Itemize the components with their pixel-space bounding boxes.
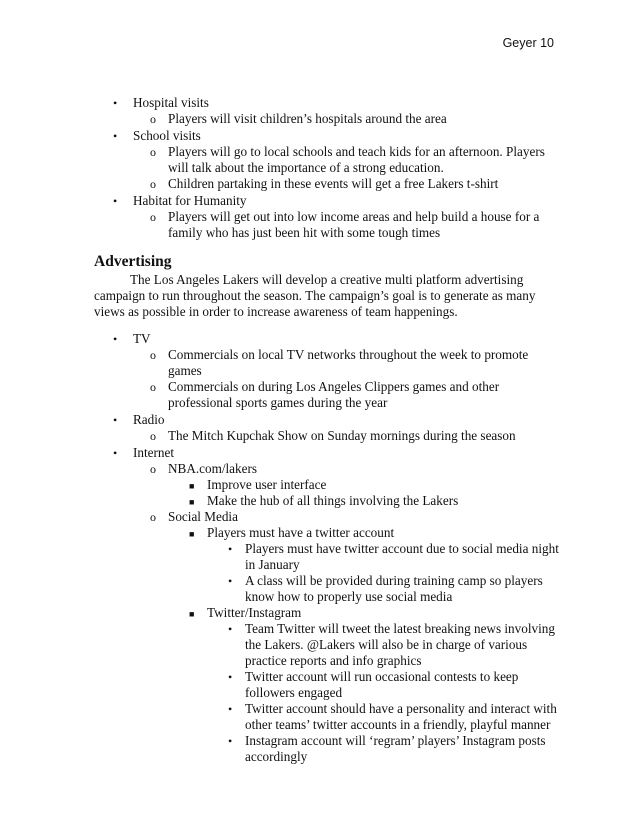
- bullet: ■: [189, 497, 195, 507]
- bullet: o: [150, 510, 156, 524]
- list-item: family who has just been hit with some tough times: [168, 225, 441, 240]
- bullet: ■: [189, 529, 195, 539]
- list-item: Twitter account will run occasional contests to keep: [245, 669, 519, 684]
- list-item: Radio: [133, 412, 165, 427]
- list-item: games: [168, 363, 202, 378]
- list-item: School visits: [133, 128, 201, 143]
- list-item: Players will visit children’s hospitals around the area: [168, 111, 447, 126]
- bullet: o: [150, 177, 156, 191]
- page-header: Geyer 10: [502, 36, 554, 50]
- section-heading: Advertising: [94, 253, 172, 270]
- list-item: will talk about the importance of a strong education.: [168, 160, 444, 175]
- bullet: ■: [189, 609, 195, 619]
- list-item: Players must have a twitter account: [207, 525, 395, 540]
- list-item: Players will get out into low income areas and help build a house for a: [168, 209, 540, 224]
- bullet: o: [150, 380, 156, 394]
- bullet: •: [113, 332, 118, 346]
- list-item: Players must have twitter account due to social media night: [245, 541, 559, 556]
- list-item: other teams’ twitter accounts in a friendly, playful manner: [245, 717, 551, 732]
- list-item: Team Twitter will tweet the latest breaking news involving: [245, 621, 555, 636]
- bullet: •: [228, 574, 233, 588]
- bullet: o: [150, 348, 156, 362]
- list-item: TV: [133, 331, 151, 346]
- bullet: •: [228, 670, 233, 684]
- list-item: Social Media: [168, 509, 238, 524]
- list-item: followers engaged: [245, 685, 343, 700]
- bullet: ■: [189, 481, 195, 491]
- list-item: Commercials on local TV networks throughout the week to promote: [168, 347, 529, 362]
- bullet: •: [113, 413, 118, 427]
- bullet: o: [150, 210, 156, 224]
- bullet: o: [150, 145, 156, 159]
- paragraph-line: The Los Angeles Lakers will develop a creative multi platform advertising: [130, 272, 524, 287]
- bullet: o: [150, 112, 156, 126]
- list-item: professional sports games during the year: [168, 395, 388, 410]
- list-item: Children partaking in these events will get a free Lakers t-shirt: [168, 176, 499, 191]
- list-item: NBA.com/lakers: [168, 461, 257, 476]
- list-item: Players will go to local schools and teach kids for an afternoon. Players: [168, 144, 545, 159]
- list-item: Twitter account should have a personality and interact with: [245, 701, 557, 716]
- list-item: the Lakers. @Lakers will also be in charge of various: [245, 637, 528, 652]
- bullet: •: [228, 542, 233, 556]
- bullet: •: [113, 96, 118, 110]
- bullet: o: [150, 462, 156, 476]
- list-item: know how to properly use social media: [245, 589, 453, 604]
- list-item: Habitat for Humanity: [133, 193, 247, 208]
- list-item: The Mitch Kupchak Show on Sunday mornings during the season: [168, 428, 516, 443]
- bullet: •: [228, 734, 233, 748]
- list-item: Make the hub of all things involving the Lakers: [207, 493, 459, 508]
- list-item: Internet: [133, 445, 175, 460]
- bullet: •: [113, 194, 118, 208]
- list-item: Hospital visits: [133, 95, 209, 110]
- bullet: •: [113, 129, 118, 143]
- list-item: in January: [245, 557, 300, 572]
- list-item: practice reports and info graphics: [245, 653, 422, 668]
- bullet: •: [228, 622, 233, 636]
- bullet: o: [150, 429, 156, 443]
- list-item: accordingly: [245, 749, 308, 764]
- bullet: •: [228, 702, 233, 716]
- bullet: •: [113, 446, 118, 460]
- list-item: Instagram account will ‘regram’ players’ Instagram posts: [245, 733, 546, 748]
- paragraph-line: views as possible in order to increase awareness of team happenings.: [94, 304, 458, 319]
- list-item: Twitter/Instagram: [207, 605, 302, 620]
- list-item: Commercials on during Los Angeles Clippers games and other: [168, 379, 500, 394]
- list-item: A class will be provided during training camp so players: [245, 573, 543, 588]
- paragraph-line: campaign to run throughout the season. The campaign’s goal is to generate as many: [94, 288, 536, 303]
- list-item: Improve user interface: [207, 477, 327, 492]
